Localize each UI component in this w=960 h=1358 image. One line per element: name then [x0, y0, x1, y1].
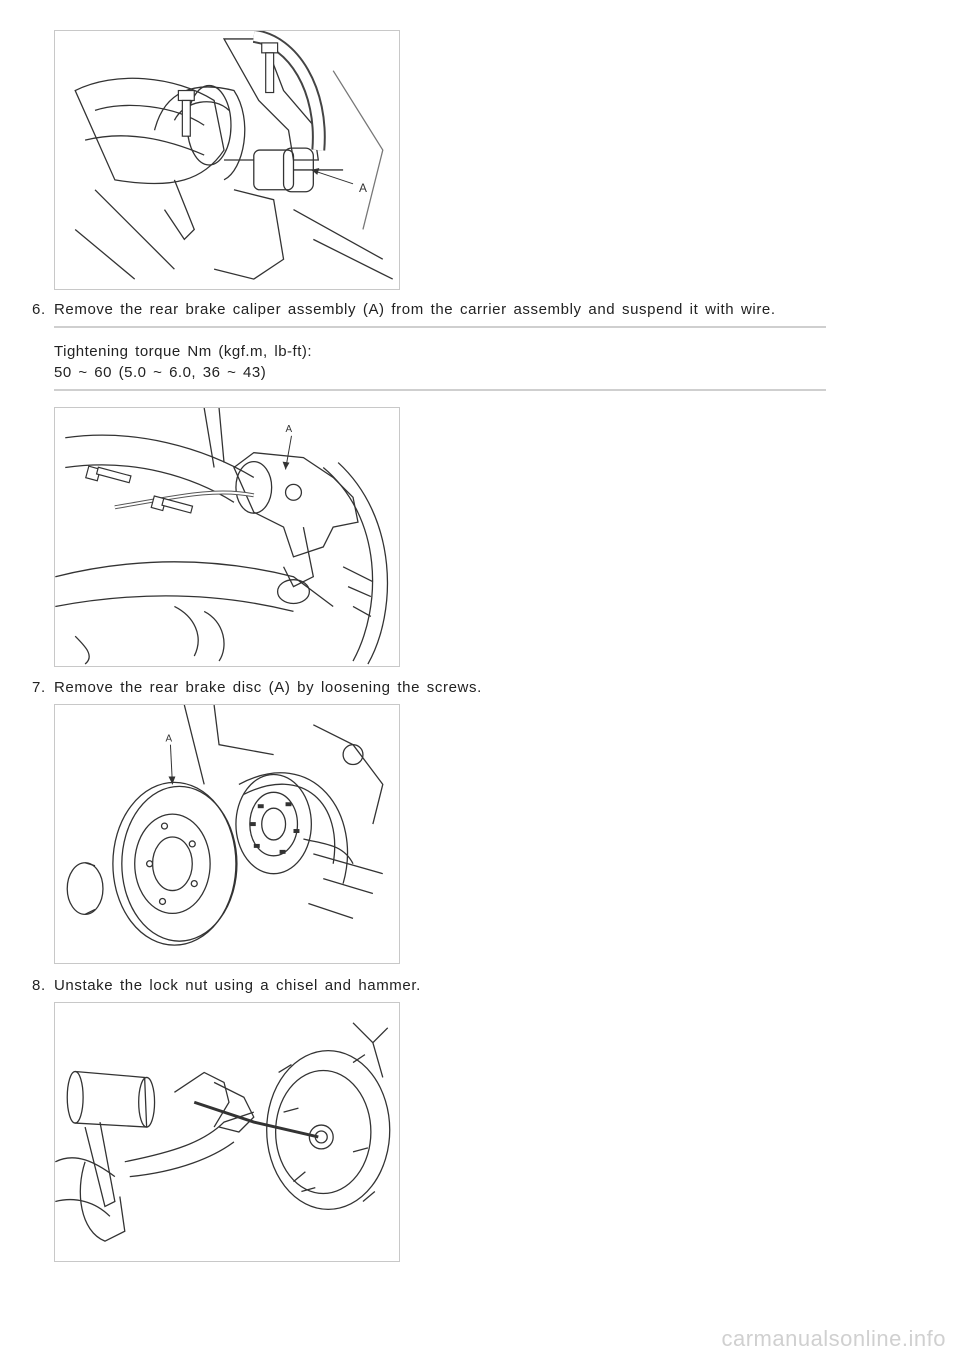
spec-label: Tightening torque Nm (kgf.m, lb-ft):: [54, 343, 313, 360]
brake-caliper-illustration: [55, 408, 399, 666]
callout-a: A: [285, 423, 293, 435]
brake-disc-illustration: [55, 705, 399, 963]
figure-brake-disc: [54, 704, 400, 964]
step-6: [32, 301, 776, 319]
spec-rule-bottom: [54, 389, 826, 391]
step-text: Remove the rear brake disc (A) by loosening the screws.: [54, 679, 482, 696]
callout-a: A: [358, 180, 367, 195]
callout-a: A: [165, 733, 173, 745]
figure-chisel-hammer: [54, 1002, 400, 1262]
spec-value: 50 ~ 60 (5.0 ~ 6.0, 36 ~ 43): [54, 364, 267, 381]
step-number: 8.: [32, 977, 46, 994]
step-number: 7.: [32, 679, 46, 696]
step-number: 6.: [32, 301, 46, 318]
tightening-torque-spec: [54, 341, 312, 383]
step-8: [32, 977, 421, 995]
step-text: Remove the rear brake caliper assembly (A) from the carrier assembly and suspend it with wire.: [54, 301, 776, 318]
step-7: [32, 679, 482, 697]
stabilizer-link-illustration: [55, 31, 399, 289]
spec-rule-top: [54, 326, 826, 328]
step-text: Unstake the lock nut using a chisel and hammer.: [54, 977, 421, 994]
watermark: carmanualsonline.info: [721, 1326, 946, 1351]
figure-stabilizer-link: [54, 30, 400, 290]
figure-brake-caliper: [54, 407, 400, 667]
chisel-hammer-illustration: [55, 1003, 399, 1261]
